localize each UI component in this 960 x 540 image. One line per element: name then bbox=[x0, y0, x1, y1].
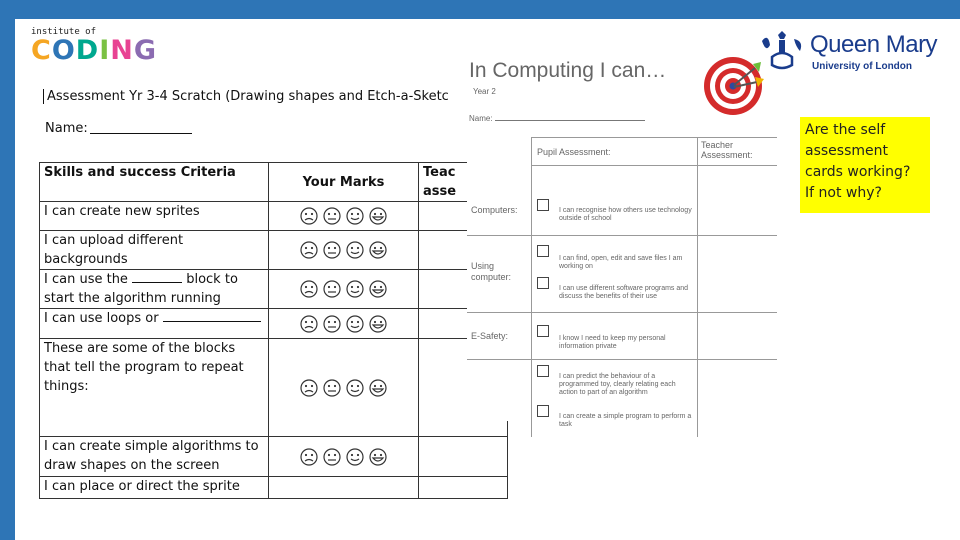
computing-sheet-title: In Computing I can… bbox=[469, 59, 667, 82]
question-note: Are the self assessment cards working? If not why? bbox=[800, 117, 930, 213]
category-using-computer: Using computer: bbox=[471, 261, 512, 282]
assessment-grid bbox=[467, 137, 777, 427]
table-row: I can create new sprites bbox=[40, 202, 269, 231]
neutral-face-icon[interactable] bbox=[323, 207, 341, 225]
very-happy-face-icon[interactable] bbox=[369, 379, 387, 397]
happy-face-icon[interactable] bbox=[346, 448, 364, 466]
statement: I can find, open, edit and save files I am working on bbox=[559, 255, 683, 270]
name-field: Name: bbox=[469, 113, 645, 123]
happy-face-icon[interactable] bbox=[346, 315, 364, 333]
happy-face-icon[interactable] bbox=[346, 280, 364, 298]
checkbox[interactable] bbox=[537, 405, 549, 417]
very-happy-face-icon[interactable] bbox=[369, 448, 387, 466]
neutral-face-icon[interactable] bbox=[323, 241, 341, 259]
slide bbox=[15, 19, 960, 540]
sad-face-icon[interactable] bbox=[300, 448, 318, 466]
university-of-london: University of London bbox=[812, 61, 912, 72]
checkbox[interactable] bbox=[537, 277, 549, 289]
sad-face-icon[interactable] bbox=[300, 379, 318, 397]
statement: I can use different software programs and discuss the benefits of their use bbox=[559, 285, 689, 300]
statement: I can recognise how others use technology outside of school bbox=[559, 207, 692, 222]
crest-icon bbox=[758, 31, 808, 73]
neutral-face-icon[interactable] bbox=[323, 379, 341, 397]
queen-mary-logo bbox=[758, 31, 938, 78]
sad-face-icon[interactable] bbox=[300, 280, 318, 298]
neutral-face-icon[interactable] bbox=[323, 448, 341, 466]
statement: I can predict the behaviour of a programmed toy, clearly relating each action to part of an algorithm bbox=[559, 373, 676, 396]
pupil-assessment-header: Pupil Assessment: bbox=[537, 147, 611, 157]
ioc-logo-big-text: CODING bbox=[31, 35, 158, 66]
checkbox[interactable] bbox=[537, 199, 549, 211]
ioc-logo-small-text: institute of bbox=[31, 27, 97, 37]
checkbox[interactable] bbox=[537, 325, 549, 337]
sheet-title: Assessment Yr 3-4 Scratch (Drawing shapes and Etch-a-Sketc bbox=[43, 89, 449, 104]
skills-header: Skills and success Criteria bbox=[40, 163, 269, 202]
skills-table bbox=[39, 162, 508, 499]
category-e-safety: E-Safety: bbox=[471, 331, 509, 341]
smiley-faces bbox=[273, 280, 414, 298]
smiley-faces bbox=[273, 315, 414, 333]
smiley-faces bbox=[273, 448, 414, 466]
name-field: Name: bbox=[45, 121, 192, 136]
scratch-assessment-sheet bbox=[35, 79, 515, 494]
table-row: These are some of the blocks that tell the program to repeat things: bbox=[40, 339, 269, 437]
very-happy-face-icon[interactable] bbox=[369, 241, 387, 259]
teacher-assessment-header: Teacher Assessment: bbox=[701, 140, 753, 160]
table-row: I can use loops or bbox=[40, 309, 269, 339]
neutral-face-icon[interactable] bbox=[323, 315, 341, 333]
very-happy-face-icon[interactable] bbox=[369, 207, 387, 225]
happy-face-icon[interactable] bbox=[346, 207, 364, 225]
queen-mary-name: Queen Mary bbox=[810, 31, 938, 58]
table-row: I can create simple algorithms to draw shapes on the screen bbox=[40, 437, 269, 477]
checkbox[interactable] bbox=[537, 365, 549, 377]
teacher-header: Teac asse bbox=[419, 163, 508, 202]
checkbox[interactable] bbox=[537, 245, 549, 257]
happy-face-icon[interactable] bbox=[346, 241, 364, 259]
table-row: I can upload different backgrounds bbox=[40, 231, 269, 270]
very-happy-face-icon[interactable] bbox=[369, 280, 387, 298]
sad-face-icon[interactable] bbox=[300, 241, 318, 259]
category-computers: Computers: bbox=[471, 205, 518, 215]
smiley-faces bbox=[273, 207, 414, 225]
table-row: I can place or direct the sprite bbox=[40, 477, 269, 499]
neutral-face-icon[interactable] bbox=[323, 280, 341, 298]
marks-header: Your Marks bbox=[269, 163, 419, 202]
smiley-faces bbox=[273, 379, 414, 397]
sad-face-icon[interactable] bbox=[300, 315, 318, 333]
smiley-faces bbox=[273, 241, 414, 259]
sad-face-icon[interactable] bbox=[300, 207, 318, 225]
happy-face-icon[interactable] bbox=[346, 379, 364, 397]
table-row: I can use the block to start the algorithm running bbox=[40, 270, 269, 309]
year-label: Year 2 bbox=[473, 87, 496, 96]
very-happy-face-icon[interactable] bbox=[369, 315, 387, 333]
statement: I can create a simple program to perform a task bbox=[559, 413, 692, 428]
statement: I know I need to keep my personal information private bbox=[559, 335, 666, 350]
institute-of-coding-logo bbox=[31, 27, 157, 65]
